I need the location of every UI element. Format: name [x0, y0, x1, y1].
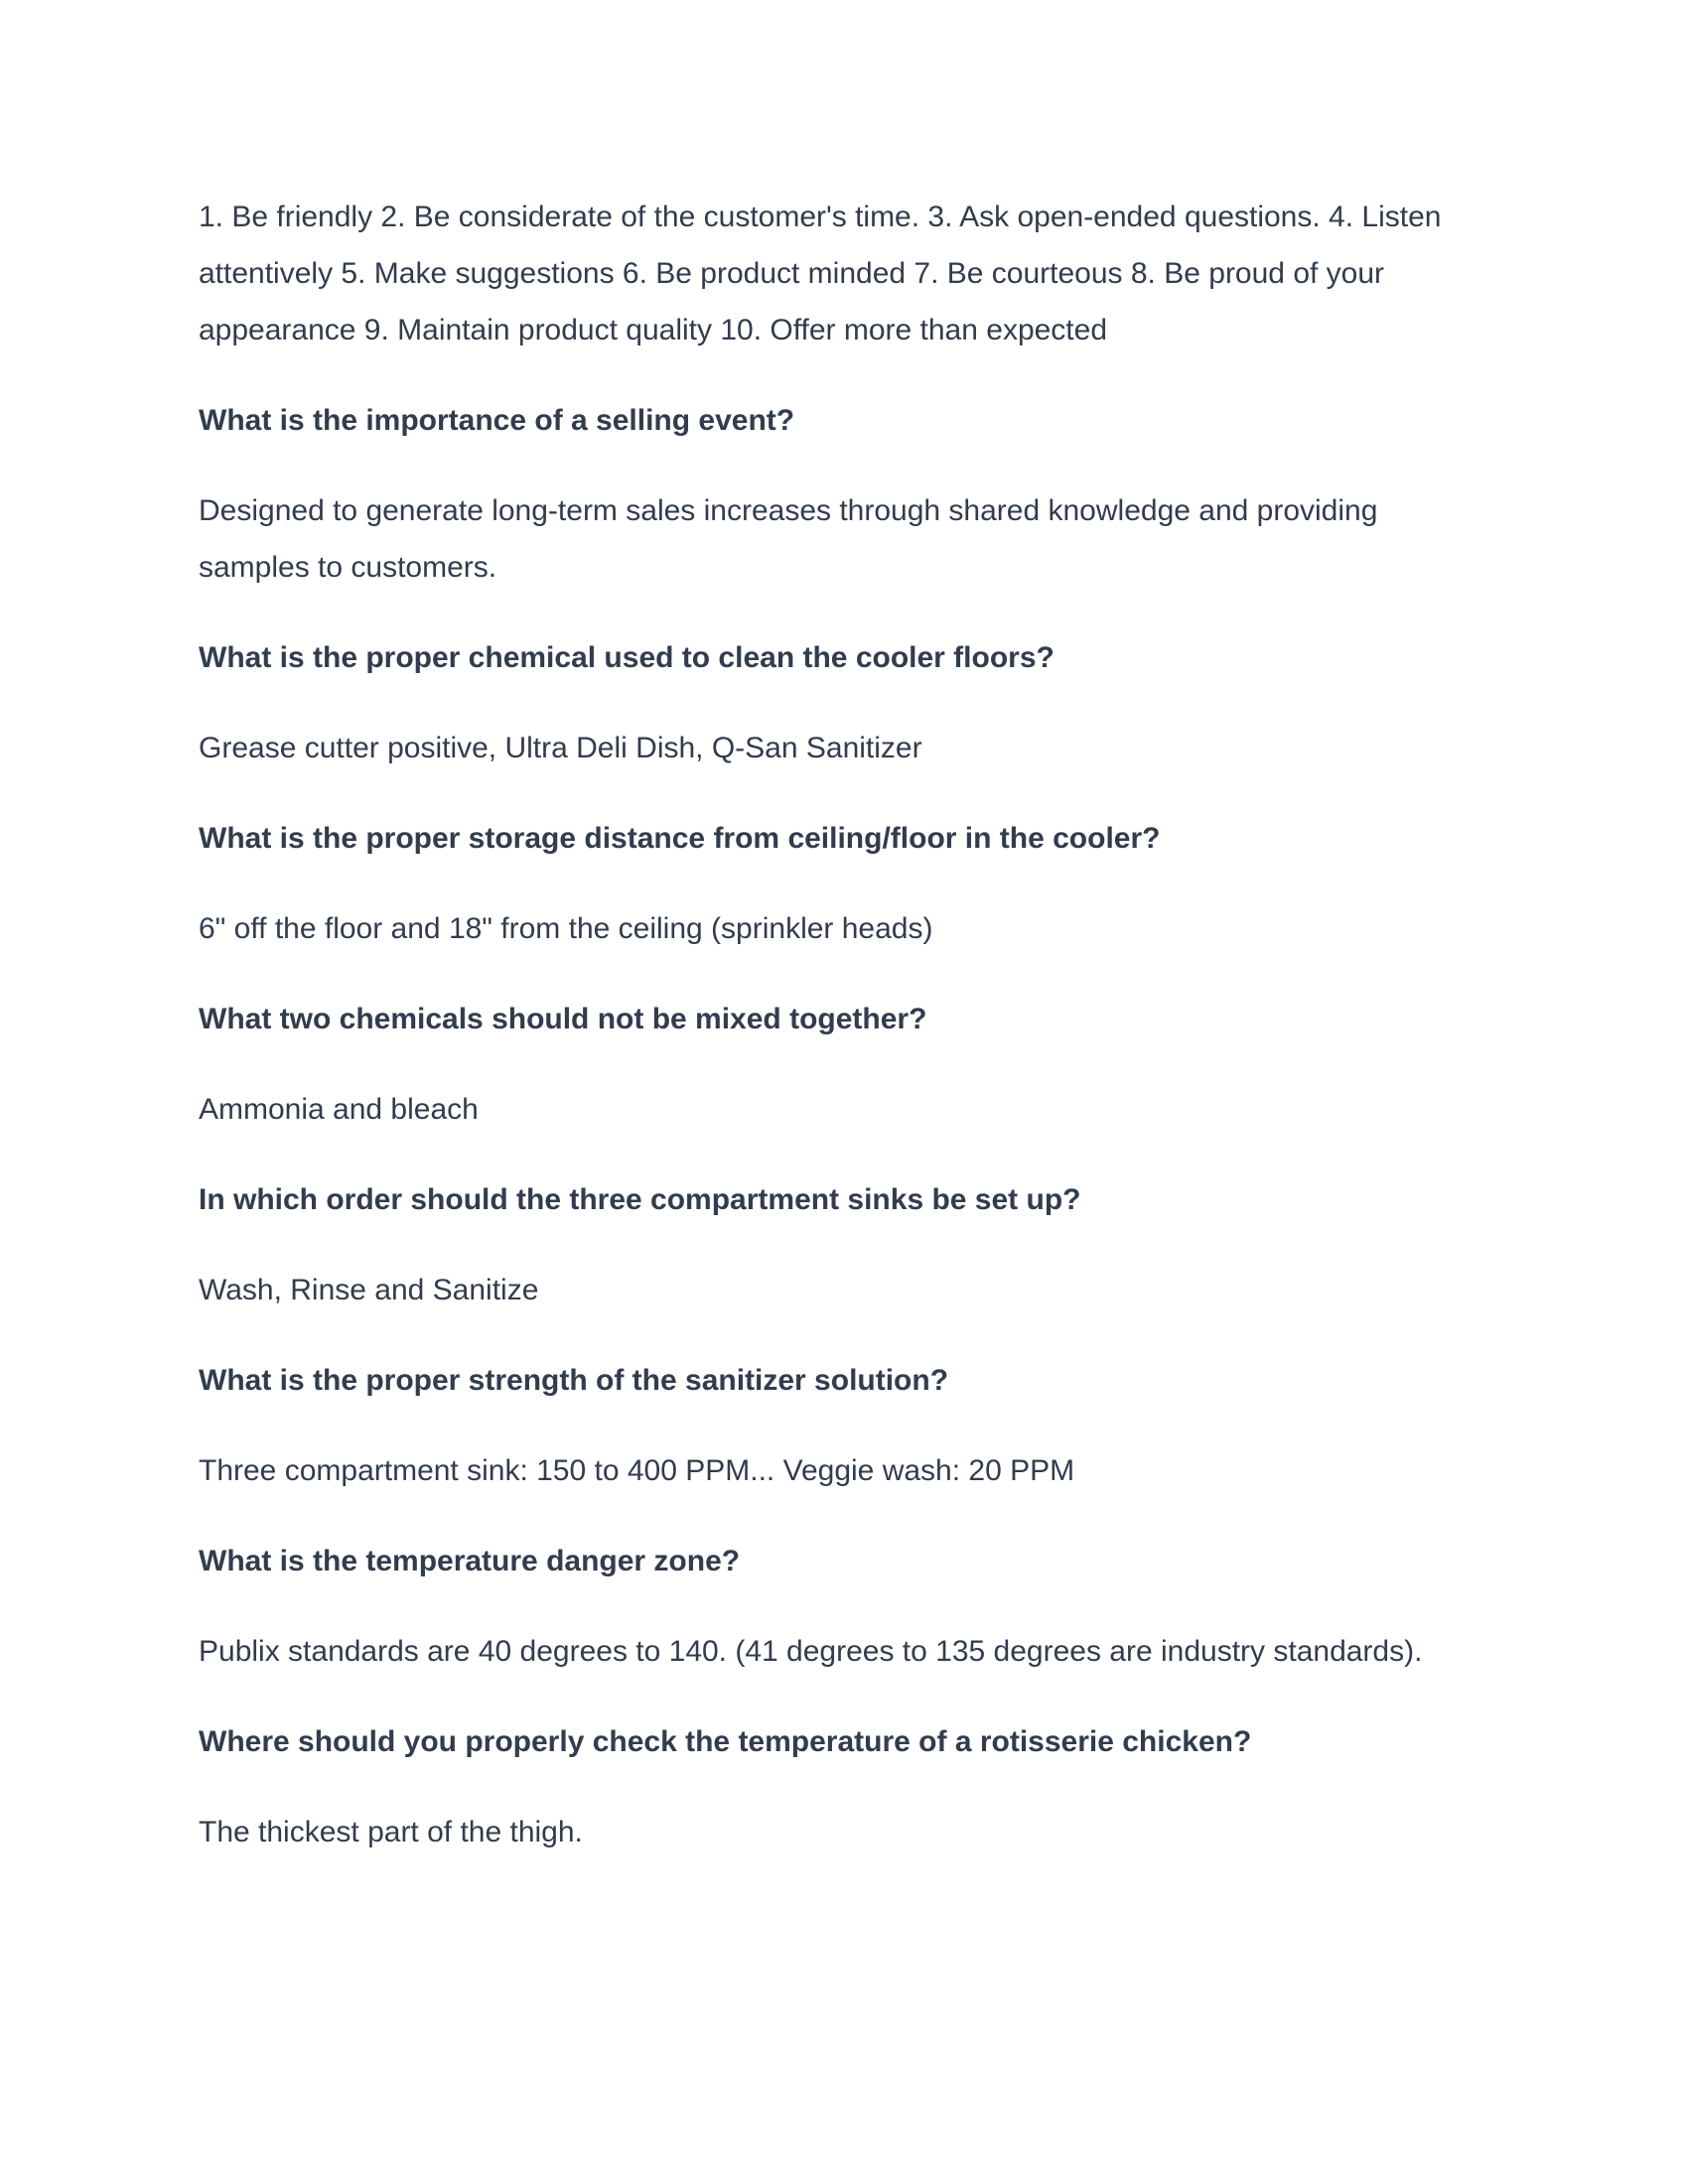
- question-sink-order: In which order should the three compartment sinks be set up?: [199, 1183, 1081, 1216]
- answer-sink-order: Wash, Rinse and Sanitize: [199, 1274, 539, 1306]
- answer-sanitizer-strength: Three compartment sink: 150 to 400 PPM... Veggie wash: 20 PPM: [199, 1454, 1075, 1487]
- question-sanitizer-strength: What is the proper strength of the sanitizer solution?: [199, 1364, 949, 1397]
- answer-cooler-floor-chemical: Grease cutter positive, Ultra Deli Dish, Q-San Sanitizer: [199, 732, 922, 764]
- intro-paragraph: 1. Be friendly 2. Be considerate of the customer's time. 3. Ask open-ended questions. 4. Listen attentively 5. Make suggestions 6. Be product minded 7. Be courteous 8. Be proud of your appearance 9. Maintain product quality 10. Offer more than expected: [199, 201, 1442, 346]
- answer-rotisserie-temp-check: The thickest part of the thigh.: [199, 1816, 583, 1848]
- answer-chemicals-not-mixed: Ammonia and bleach: [199, 1093, 479, 1126]
- question-chemicals-not-mixed: What two chemicals should not be mixed together?: [199, 1003, 927, 1035]
- question-storage-distance: What is the proper storage distance from ceiling/floor in the cooler?: [199, 822, 1161, 855]
- answer-storage-distance: 6" off the floor and 18" from the ceiling (sprinkler heads): [199, 912, 933, 945]
- question-selling-event: What is the importance of a selling event?: [199, 404, 795, 437]
- question-temperature-danger-zone: What is the temperature danger zone?: [199, 1545, 741, 1577]
- answer-selling-event: Designed to generate long-term sales increases through shared knowledge and providing samples to customers.: [199, 494, 1378, 584]
- answer-temperature-danger-zone: Publix standards are 40 degrees to 140. (41 degrees to 135 degrees are industry standards).: [199, 1635, 1423, 1668]
- question-rotisserie-temp-check: Where should you properly check the temperature of a rotisserie chicken?: [199, 1725, 1252, 1758]
- question-cooler-floor-chemical: What is the proper chemical used to clean the cooler floors?: [199, 641, 1055, 674]
